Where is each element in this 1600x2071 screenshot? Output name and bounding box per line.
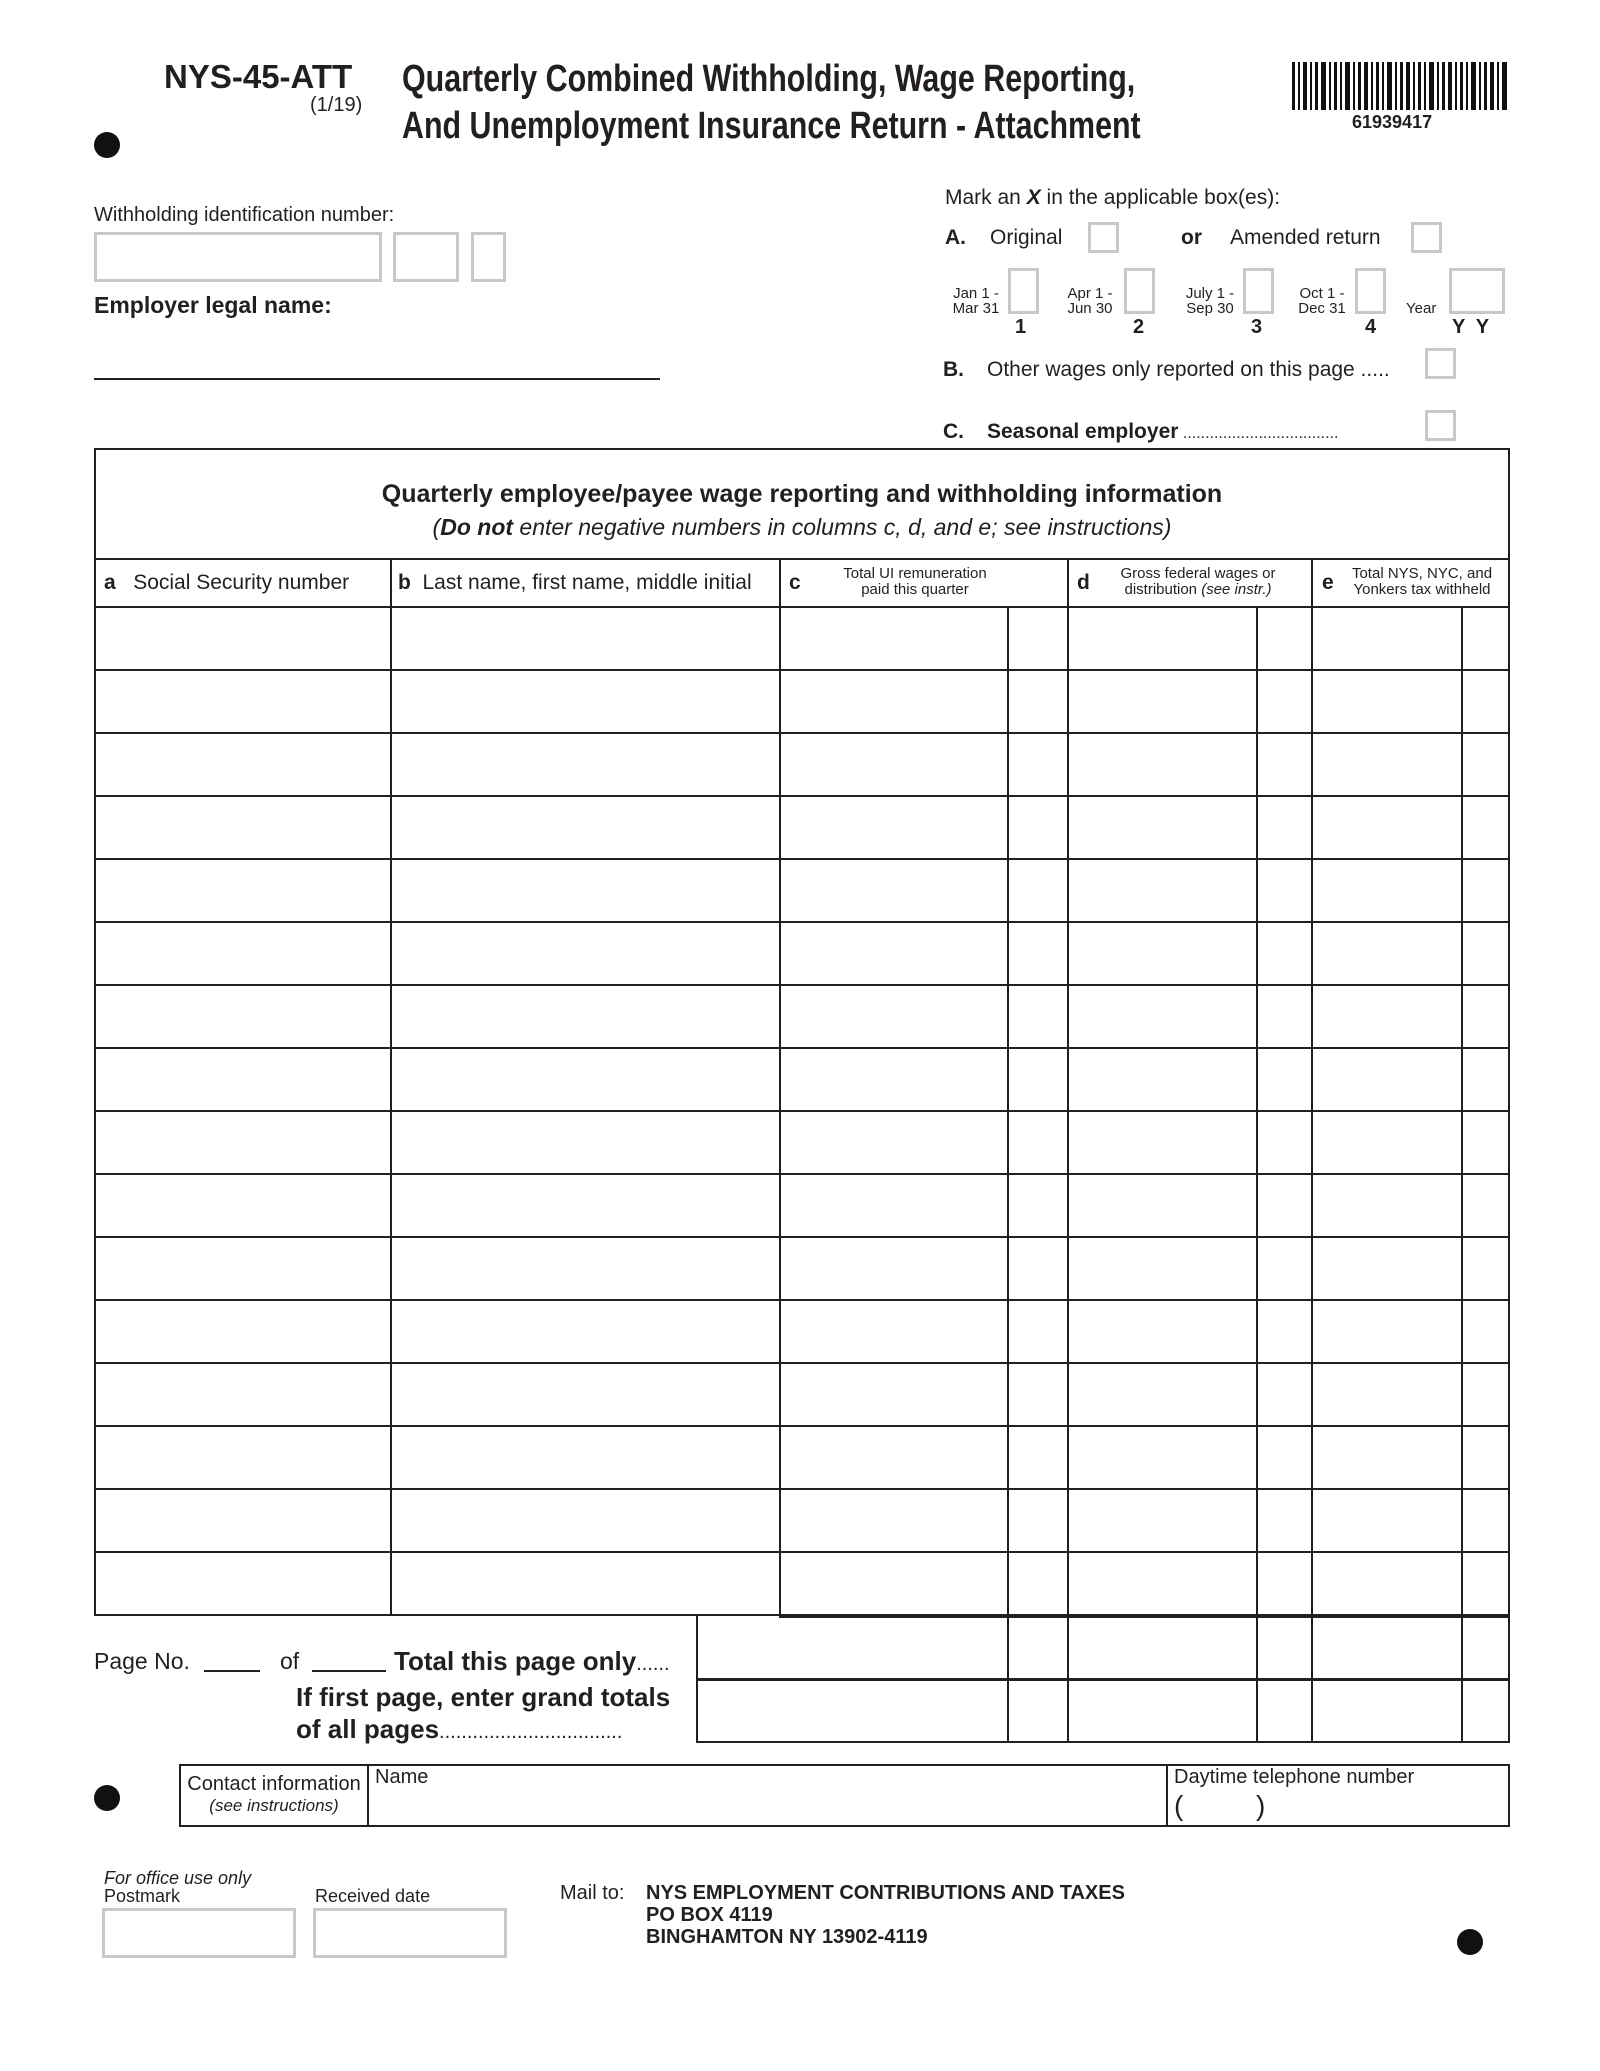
mail-to-label: Mail to: [560,1882,625,1904]
column-a-label: Social Security number [133,571,350,594]
cell-ssn[interactable] [96,797,390,858]
quarter4-line2: Dec 31 [1298,300,1346,317]
cell-federal-wages-cents[interactable] [1258,860,1311,921]
cell-tax-withheld-cents[interactable] [1463,923,1508,984]
cell-federal-wages[interactable] [1069,1238,1256,1299]
cell-ui-remuneration[interactable] [781,923,1007,984]
cell-ssn[interactable] [96,923,390,984]
cell-name[interactable] [392,734,779,795]
cell-federal-wages-cents[interactable] [1258,1364,1311,1425]
year-label: Year [1406,300,1437,317]
cell-tax-withheld[interactable] [1313,923,1461,984]
total-this-page-c[interactable] [698,1618,1007,1678]
quarter3-checkbox[interactable] [1243,268,1274,314]
withholding-id-input-suffix1[interactable] [393,232,459,282]
cell-federal-wages[interactable] [1069,860,1256,921]
cell-ui-remuneration-cents[interactable] [1009,608,1067,669]
barcode-graphic [1292,62,1510,110]
quarter1-caption [948,286,1004,316]
mark-instruction-x: X [1026,186,1041,209]
cell-ui-remuneration-cents[interactable] [1009,1112,1067,1173]
cell-federal-wages-cents[interactable] [1258,734,1311,795]
cell-name[interactable] [392,1175,779,1236]
cell-federal-wages[interactable] [1069,1112,1256,1173]
cell-tax-withheld-cents[interactable] [1463,1238,1508,1299]
seasonal-employer-label: Seasonal employer [987,420,1179,443]
contact-phone-input[interactable] [1190,1792,1506,1825]
cell-ssn[interactable] [96,1175,390,1236]
quarter4-caption [1294,286,1350,316]
cell-federal-wages-cents[interactable] [1258,1301,1311,1362]
cell-name[interactable] [392,860,779,921]
cell-federal-wages[interactable] [1069,797,1256,858]
cell-tax-withheld-cents[interactable] [1463,734,1508,795]
postmark-box [102,1908,296,1958]
cell-ui-remuneration-cents[interactable] [1009,1238,1067,1299]
of-label: of [280,1648,300,1674]
cell-ssn[interactable] [96,671,390,732]
page-no-input[interactable] [204,1670,260,1672]
cell-tax-withheld-cents[interactable] [1463,1112,1508,1173]
column-e-letter: e [1322,571,1334,594]
column-d-label [1098,566,1298,598]
cell-tax-withheld[interactable] [1313,860,1461,921]
cell-name[interactable] [392,1427,779,1488]
cell-tax-withheld-cents[interactable] [1463,797,1508,858]
cell-ui-remuneration-cents[interactable] [1009,797,1067,858]
cell-ssn[interactable] [96,1112,390,1173]
cell-federal-wages[interactable] [1069,923,1256,984]
table-subtitle-bold: Do not [440,514,514,540]
cell-ui-remuneration[interactable] [781,1553,1007,1614]
cell-federal-wages-cents[interactable] [1258,923,1311,984]
received-date-label: Received date [315,1886,431,1906]
cell-ssn[interactable] [96,608,390,669]
quarter2-line1: Apr 1 - [1067,285,1113,302]
quarter4-checkbox[interactable] [1355,268,1386,314]
cell-tax-withheld-cents[interactable] [1463,608,1508,669]
received-date-box [313,1908,507,1958]
form-revision: (1/19) [310,94,363,116]
cell-ui-remuneration-cents[interactable] [1009,860,1067,921]
cell-ui-remuneration[interactable] [781,860,1007,921]
seasonal-employer-dots: ................................... [1178,425,1339,442]
withholding-id-input-main[interactable] [94,232,382,282]
phone-paren-open: ( [1174,1790,1184,1821]
cell-tax-withheld-cents[interactable] [1463,860,1508,921]
amended-checkbox[interactable] [1411,222,1442,253]
cell-federal-wages[interactable] [1069,1049,1256,1110]
cell-ui-remuneration[interactable] [781,986,1007,1047]
column-c-letter-cell [789,571,801,595]
cell-ssn[interactable] [96,1049,390,1110]
cell-ui-remuneration[interactable] [781,734,1007,795]
grand-total-e[interactable] [1313,1681,1461,1741]
form-title-line1: Quarterly Combined Withholding, Wage Reporting, [402,58,1136,100]
quarter2-number: 2 [1133,316,1145,338]
quarter1-line1: Jan 1 - [953,285,999,302]
mark-instruction-pre: Mark an [945,186,1027,209]
cell-ui-remuneration[interactable] [781,671,1007,732]
column-c-label-line1: Total UI remuneration [843,565,987,582]
quarter3-number: 3 [1251,316,1263,338]
cell-tax-withheld[interactable] [1313,1553,1461,1614]
cell-ssn[interactable] [96,986,390,1047]
cell-ssn[interactable] [96,734,390,795]
total-this-page-dots: ...... [636,1653,670,1675]
cell-ui-remuneration-cents[interactable] [1009,671,1067,732]
contact-phone-label: Daytime telephone number [1174,1766,1415,1788]
grand-totals-dots: ................................. [439,1721,623,1743]
cell-tax-withheld[interactable] [1313,1112,1461,1173]
cell-ssn[interactable] [96,1364,390,1425]
cell-tax-withheld-cents[interactable] [1463,1553,1508,1614]
column-a-letter: a [104,571,116,594]
total-this-page-label [394,1646,670,1677]
quarter2-checkbox[interactable] [1124,268,1155,314]
cell-tax-withheld[interactable] [1313,608,1461,669]
cell-ssn[interactable] [96,1490,390,1551]
section-c-label [987,420,1338,444]
table-header-top-line [94,558,1510,560]
cell-federal-wages[interactable] [1069,1364,1256,1425]
section-b-letter: B. [943,358,964,381]
cell-name[interactable] [392,1553,779,1614]
cell-ui-remuneration-cents[interactable] [1009,923,1067,984]
form-title-line2: And Unemployment Insurance Return - Attachment [402,105,1141,147]
page-no-label: Page No. [94,1648,190,1674]
cell-ui-remuneration[interactable] [781,1175,1007,1236]
cell-tax-withheld[interactable] [1313,986,1461,1047]
barcode [1292,62,1510,110]
total-this-page-d[interactable] [1069,1618,1256,1678]
cell-federal-wages[interactable] [1069,1301,1256,1362]
quarter1-checkbox[interactable] [1008,268,1039,314]
mail-address-line3: BINGHAMTON NY 13902-4119 [646,1926,928,1948]
withholding-id-input-suffix2[interactable] [471,232,506,282]
cell-ui-remuneration-cents[interactable] [1009,1301,1067,1362]
original-checkbox[interactable] [1088,222,1119,253]
cell-federal-wages-cents[interactable] [1258,1490,1311,1551]
cell-ui-remuneration[interactable] [781,1112,1007,1173]
quarter3-line1: July 1 - [1185,285,1235,302]
column-e-label-line1: Total NYS, NYC, and [1351,565,1493,582]
column-d-label-line2-italic: (see instr.) [1201,581,1272,598]
cell-ssn[interactable] [96,860,390,921]
cell-tax-withheld-cents[interactable] [1463,1175,1508,1236]
quarter1-number: 1 [1015,316,1027,338]
contact-info-label [181,1773,367,1816]
employer-legal-name-line[interactable] [94,378,660,380]
barcode-number: 61939417 [1352,112,1433,132]
cell-federal-wages-cents[interactable] [1258,608,1311,669]
cell-tax-withheld[interactable] [1313,1049,1461,1110]
section-c-letter: C. [943,420,964,443]
quarter2-line2: Jun 30 [1067,300,1113,317]
column-d-letter-cell [1077,571,1090,595]
cell-tax-withheld-cents[interactable] [1463,1364,1508,1425]
cell-federal-wages-cents[interactable] [1258,1238,1311,1299]
cell-federal-wages[interactable] [1069,608,1256,669]
cell-ui-remuneration-cents[interactable] [1009,1049,1067,1110]
cell-name[interactable] [392,1490,779,1551]
cell-name[interactable] [392,671,779,732]
year-input[interactable] [1449,268,1505,314]
grand-total-d[interactable] [1069,1681,1256,1741]
cell-ui-remuneration-cents[interactable] [1009,1175,1067,1236]
column-b-letter: b [398,571,411,594]
cell-name[interactable] [392,1049,779,1110]
other-wages-checkbox[interactable] [1425,348,1456,379]
cell-ui-remuneration[interactable] [781,1049,1007,1110]
cell-federal-wages-cents[interactable] [1258,797,1311,858]
column-c-label-line2: paid this quarter [861,581,969,598]
quarter3-line2: Sep 30 [1186,300,1234,317]
contact-name-input[interactable] [369,1790,1165,1826]
column-e-letter-cell [1322,571,1334,595]
cell-federal-wages-cents[interactable] [1258,1427,1311,1488]
quarter2-caption [1062,286,1118,316]
cell-tax-withheld[interactable] [1313,1301,1461,1362]
column-d-letter: d [1077,571,1090,594]
cell-federal-wages[interactable] [1069,1490,1256,1551]
contact-divider-2 [1166,1764,1168,1827]
cell-ui-remuneration-cents[interactable] [1009,1553,1067,1614]
cell-tax-withheld-cents[interactable] [1463,1301,1508,1362]
contact-info-title: Contact information [187,1773,361,1795]
quarter4-line1: Oct 1 - [1299,285,1345,302]
column-c-label [810,566,1020,598]
cell-ssn[interactable] [96,1301,390,1362]
grand-totals-line1: If first page, enter grand totals [296,1682,671,1712]
cell-ui-remuneration-cents[interactable] [1009,1490,1067,1551]
column-e-label-line2: Yonkers tax withheld [1353,581,1491,598]
cell-ui-remuneration-cents[interactable] [1009,1364,1067,1425]
section-b-label: Other wages only reported on this page ..... [987,358,1390,381]
cell-name[interactable] [392,923,779,984]
section-a-letter: A. [945,226,966,249]
cell-federal-wages-cents[interactable] [1258,986,1311,1047]
contact-name-label: Name [375,1766,429,1788]
cell-tax-withheld[interactable] [1313,734,1461,795]
column-b-header [398,571,752,595]
registration-mark-bottom [1457,1929,1483,1955]
cell-ui-remuneration[interactable] [781,1364,1007,1425]
cell-tax-withheld[interactable] [1313,1490,1461,1551]
cell-tax-withheld[interactable] [1313,1427,1461,1488]
cell-tax-withheld[interactable] [1313,797,1461,858]
cell-federal-wages[interactable] [1069,734,1256,795]
cell-tax-withheld-cents[interactable] [1463,671,1508,732]
office-use-label: For office use only [104,1868,252,1888]
registration-mark-top [94,132,120,158]
cell-federal-wages-cents[interactable] [1258,1553,1311,1614]
total-this-page-e[interactable] [1313,1618,1461,1678]
cell-tax-withheld-cents[interactable] [1463,1049,1508,1110]
total-this-page-text: Total this page only [394,1646,637,1676]
year-format: Y Y [1452,316,1490,338]
cell-ui-remuneration-cents[interactable] [1009,986,1067,1047]
cell-name[interactable] [392,1112,779,1173]
cell-name[interactable] [392,797,779,858]
quarter1-line2: Mar 31 [952,300,1000,317]
cell-ssn[interactable] [96,1238,390,1299]
column-b-label: Last name, first name, middle initial [422,571,752,594]
page-total-input[interactable] [312,1670,386,1672]
table-title: Quarterly employee/payee wage reporting and withholding information [381,480,1223,508]
table-subtitle [94,514,1510,541]
original-label: Original [990,226,1063,249]
cell-tax-withheld[interactable] [1313,671,1461,732]
cell-federal-wages-cents[interactable] [1258,1175,1311,1236]
cell-name[interactable] [392,1301,779,1362]
column-e-label [1340,566,1504,598]
cell-ui-remuneration[interactable] [781,1301,1007,1362]
quarter3-caption [1180,286,1240,316]
cell-federal-wages-cents[interactable] [1258,1049,1311,1110]
grand-total-c[interactable] [698,1681,1007,1741]
cell-tax-withheld-cents[interactable] [1463,1490,1508,1551]
cell-name[interactable] [392,1364,779,1425]
totals-bottom-line [696,1741,1510,1743]
quarter4-number: 4 [1365,316,1377,338]
cell-name[interactable] [392,608,779,669]
cell-tax-withheld[interactable] [1313,1364,1461,1425]
amended-label: Amended return [1230,226,1381,249]
mark-instruction [945,186,1280,210]
cell-federal-wages[interactable] [1069,986,1256,1047]
cell-ui-remuneration-cents[interactable] [1009,734,1067,795]
table-subtitle-rest: enter negative numbers in columns c, d, and e; see instructions) [513,514,1172,540]
mark-instruction-post: in the applicable box(es): [1040,186,1281,209]
mail-address-line1: NYS EMPLOYMENT CONTRIBUTIONS AND TAXES [646,1882,1125,1904]
column-d-label-line2 [1098,582,1298,598]
cell-ui-remuneration[interactable] [781,797,1007,858]
cell-ui-remuneration-cents[interactable] [1009,1427,1067,1488]
form-id: NYS-45-ATT [164,58,353,95]
column-d-label-line1: Gross federal wages or [1120,565,1276,582]
cell-tax-withheld-cents[interactable] [1463,986,1508,1047]
withholding-id-label: Withholding identification number: [94,204,395,226]
table-subtitle-open: ( [432,514,441,540]
seasonal-employer-checkbox[interactable] [1425,410,1456,441]
cell-ui-remuneration[interactable] [781,1238,1007,1299]
employer-legal-name-label: Employer legal name: [94,292,332,318]
cell-name[interactable] [392,1238,779,1299]
or-label: or [1181,226,1202,249]
grand-totals-line2 [296,1714,622,1745]
cell-federal-wages-cents[interactable] [1258,1112,1311,1173]
cell-federal-wages[interactable] [1069,1553,1256,1614]
column-a-header [104,571,349,595]
registration-mark-contact [94,1785,120,1811]
mail-address-line2: PO BOX 4119 [646,1904,773,1926]
cell-ssn[interactable] [96,1427,390,1488]
postmark-label: Postmark [104,1886,181,1906]
cell-name[interactable] [392,986,779,1047]
cell-tax-withheld[interactable] [1313,1238,1461,1299]
cell-federal-wages[interactable] [1069,1175,1256,1236]
column-c-letter: c [789,571,801,594]
cell-ssn[interactable] [96,1553,390,1614]
contact-info-subtitle: (see instructions) [209,1796,339,1815]
cell-tax-withheld[interactable] [1313,1175,1461,1236]
cell-tax-withheld-cents[interactable] [1463,1427,1508,1488]
cell-ui-remuneration[interactable] [781,1490,1007,1551]
cell-federal-wages-cents[interactable] [1258,671,1311,732]
phone-paren-close: ) [1256,1790,1266,1821]
cell-ui-remuneration[interactable] [781,1427,1007,1488]
cell-ui-remuneration[interactable] [781,608,1007,669]
grand-totals-line2-text: of all pages [296,1714,440,1744]
cell-federal-wages[interactable] [1069,671,1256,732]
cell-federal-wages[interactable] [1069,1427,1256,1488]
column-d-label-line2-text: distribution [1124,581,1202,598]
